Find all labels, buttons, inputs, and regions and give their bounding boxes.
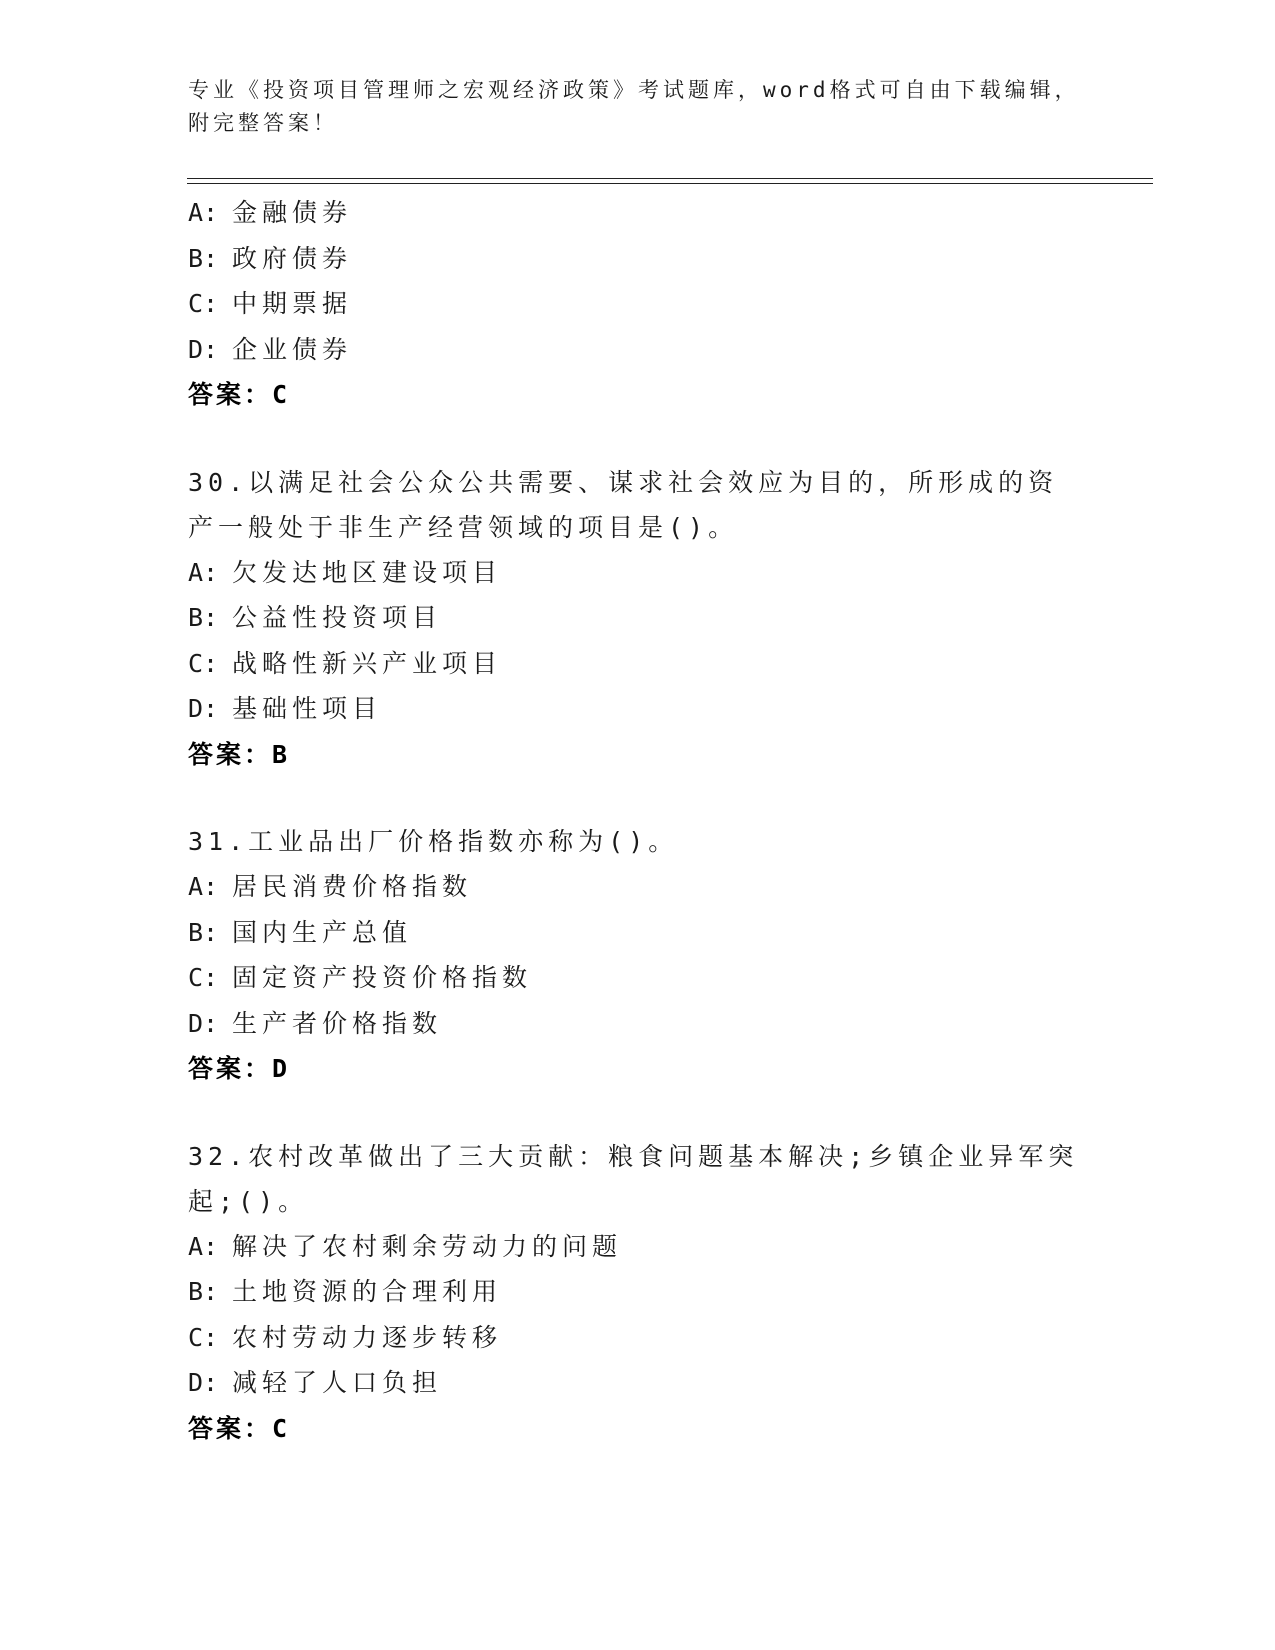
question-block-31 bbox=[188, 819, 1088, 1092]
answer-line: 答案：D bbox=[188, 1054, 291, 1083]
option-b bbox=[188, 910, 1088, 956]
option-text: 金融债券 bbox=[232, 198, 353, 227]
option-a bbox=[188, 1224, 1088, 1270]
option-text: 中期票据 bbox=[232, 289, 353, 318]
intro-line-1: 专业《投资项目管理师之宏观经济政策》考试题库，word格式可自由下载编辑， bbox=[188, 78, 1080, 102]
option-text: 生产者价格指数 bbox=[232, 1008, 443, 1038]
option-key: B: bbox=[188, 1277, 219, 1306]
option-b bbox=[188, 236, 1088, 282]
answer-line: 答案：B bbox=[188, 739, 291, 769]
option-key: B: bbox=[188, 917, 219, 947]
option-b bbox=[188, 595, 1088, 641]
option-text: 居民消费价格指数 bbox=[232, 872, 473, 901]
option-key: A: bbox=[188, 198, 219, 227]
option-text: 企业债券 bbox=[232, 334, 353, 364]
option-b bbox=[188, 1269, 1088, 1315]
question-block-30 bbox=[188, 460, 1088, 778]
header-divider-bottom bbox=[187, 183, 1153, 184]
option-key: B: bbox=[188, 243, 219, 273]
option-text: 国内生产总值 bbox=[232, 917, 413, 947]
option-d bbox=[188, 327, 1088, 373]
option-text: 欠发达地区建设项目 bbox=[232, 557, 503, 587]
option-key: C: bbox=[188, 1322, 219, 1352]
option-text: 解决了农村剩余劳动力的问题 bbox=[232, 1231, 623, 1261]
question-list bbox=[188, 190, 1088, 1451]
option-c bbox=[188, 1315, 1088, 1361]
option-key: A: bbox=[188, 872, 219, 901]
option-a bbox=[188, 550, 1088, 596]
option-a bbox=[188, 864, 1088, 910]
option-text: 基础性项目 bbox=[232, 694, 383, 723]
option-a bbox=[188, 190, 1088, 236]
answer-line: 答案：C bbox=[188, 380, 291, 409]
option-key: C: bbox=[188, 963, 219, 992]
intro-line-2: 附完整答案！ bbox=[188, 111, 338, 135]
block-gap bbox=[188, 777, 1088, 819]
block-gap bbox=[188, 1092, 1088, 1134]
option-key: B: bbox=[188, 603, 219, 632]
option-c bbox=[188, 955, 1088, 1001]
option-key: C: bbox=[188, 289, 219, 318]
option-key: A: bbox=[188, 557, 219, 587]
option-d bbox=[188, 1001, 1088, 1047]
option-text: 减轻了人口负担 bbox=[232, 1368, 443, 1397]
question-stem: 31.工业品出厂价格指数亦称为()。 bbox=[188, 827, 679, 856]
option-key: A: bbox=[188, 1231, 219, 1261]
header-divider-top bbox=[187, 178, 1153, 179]
question-block-32 bbox=[188, 1134, 1088, 1452]
option-text: 土地资源的合理利用 bbox=[232, 1277, 503, 1306]
option-key: D: bbox=[188, 1368, 219, 1397]
option-key: D: bbox=[188, 694, 219, 723]
intro-text bbox=[188, 74, 1088, 140]
option-key: D: bbox=[188, 334, 219, 364]
block-gap bbox=[188, 418, 1088, 460]
option-text: 战略性新兴产业项目 bbox=[232, 648, 503, 678]
question-stem: 32.农村改革做出了三大贡献：粮食问题基本解决;乡镇企业异军突起;()。 bbox=[188, 1141, 1079, 1216]
option-text: 农村劳动力逐步转移 bbox=[232, 1322, 503, 1352]
question-block-29 bbox=[188, 190, 1088, 418]
option-text: 固定资产投资价格指数 bbox=[232, 963, 533, 992]
option-key: D: bbox=[188, 1008, 219, 1038]
option-d bbox=[188, 686, 1088, 732]
option-c bbox=[188, 281, 1088, 327]
option-d bbox=[188, 1360, 1088, 1406]
option-key: C: bbox=[188, 648, 219, 678]
option-text: 公益性投资项目 bbox=[232, 603, 443, 632]
option-c bbox=[188, 641, 1088, 687]
answer-line: 答案：C bbox=[188, 1413, 291, 1443]
option-text: 政府债券 bbox=[232, 243, 353, 273]
question-stem: 30.以满足社会公众公共需要、谋求社会效应为目的，所形成的资产一般处于非生产经营领域的项目是()。 bbox=[188, 467, 1059, 542]
